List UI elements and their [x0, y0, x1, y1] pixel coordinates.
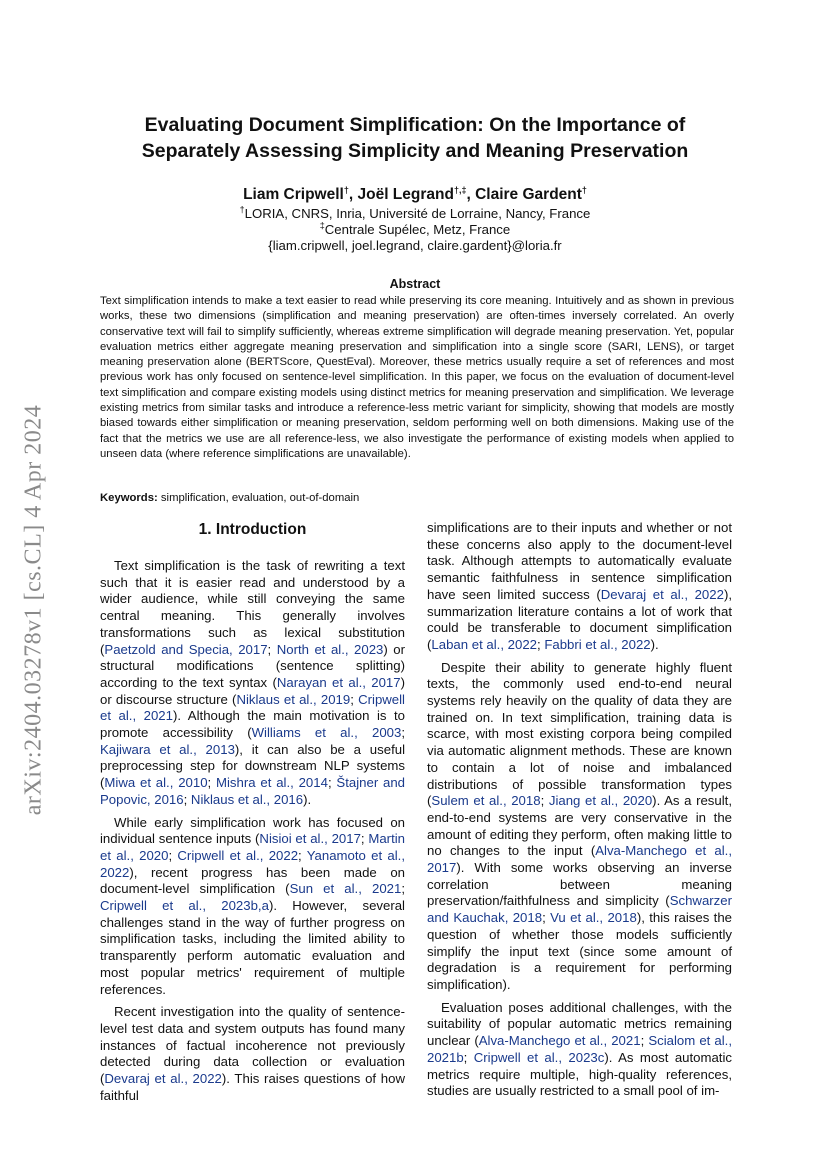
citation-link[interactable]: Schwarzer and Kauchak, 2018 — [427, 893, 732, 926]
citation-link[interactable]: Cripwell et al., 2023b,a — [100, 898, 269, 914]
citation-link[interactable]: Nisioi et al., 2017 — [259, 831, 361, 847]
body-paragraph: simplifications are to their inputs and whether or not these concerns also apply to the document-level task. Although attempts to automatically evaluate semantic faithfulness in sentence simplification have seen limited success (Devaraj et al., 2022), summarization literature contains a lot of work that could be transferable to document simplification (Laban et al., 2022; Fabbri et al., 2022). — [427, 520, 732, 652]
author-emails: {liam.cripwell, joel.legrand, claire.gardent}@loria.fr — [268, 238, 562, 253]
author-name: Liam Cripwell — [243, 186, 344, 203]
citation-link[interactable]: Cripwell et al., 2023c — [473, 1049, 605, 1065]
citation-link[interactable]: Alva-Manchego et al., 2021 — [478, 1033, 641, 1049]
author-name: Claire Gardent — [475, 186, 582, 203]
citation-link[interactable]: Miwa et al., 2010 — [104, 775, 208, 791]
body-paragraph: Despite their ability to generate highly fluent texts, the commonly used end-to-end neural systems rely heavily on the quality of data they are trained on. In text simplification, training data is scarce, with most existing corpora being compiled via automatic alignment methods. These are known to contain a lot of noise and imbalanced distributions of possible transformation types (Sulem et al., 2018; Jiang et al., 2020). As a result, end-to-end systems are very conservative in the amount of editing they perform, often making little to no changes to the input (Alva-Manchego et al., 2017). With some works observing an inverse correlation between meaning preservation/faithfulness and simplicity (Schwarzer and Kauchak, 2018; Vu et al., 2018), this raises the question of whether those models sufficiently simplify the input text (since some amount of degradation is a requirement for performing simplification). — [427, 659, 733, 992]
citation-link[interactable]: Scialom et al., 2021b — [427, 1033, 732, 1065]
citation-link[interactable]: Yanamoto et al., 2022 — [100, 847, 405, 880]
citation-link[interactable]: Sulem et al., 2018 — [431, 793, 541, 809]
abstract-heading: Abstract — [389, 277, 441, 291]
body-paragraph: Text simplification is the task of rewriting a text such that it is easier read and understood by a wider audience, while still conveying the same central meaning. This generally involves transformations such as lexical substitution (Paetzold and Specia, 2017; North et al., 2023) or structural modifications (sentence splitting) according to the text syntax (Narayan et al., 2017) or discourse structure (Niklaus et al., 2019; Cripwell et al., 2021). Although the main motivation is to promote accessibility (Williams et al., 2003; Kajiwara et al., 2013), it can also be a useful preprocessing step for downstream NLP systems (Miwa et al., 2010; Mishra et al., 2014; Štajner and Popovic, 2016; Niklaus et al., 2016). — [100, 558, 406, 807]
citation-link[interactable]: Vu et al., 2018 — [550, 910, 637, 926]
citation-link[interactable]: Devaraj et al., 2022 — [104, 1071, 222, 1087]
citation-link[interactable]: Williams et al., 2003 — [251, 725, 402, 741]
affiliation-mark: ‡ — [319, 220, 325, 231]
arxiv-identifier: arXiv:2404.03278v1 [cs.CL] 4 Apr 2024 — [20, 404, 47, 816]
citation-link[interactable]: Narayan et al., 2017 — [276, 674, 401, 690]
affiliation-1 — [100, 206, 730, 222]
body-paragraph: While early simplification work has focused on individual sentence inputs (Nisioi et al., 2017; Martin et al., 2020; Cripwell et al., 2022; Yanamoto et al., 2022), recent progress has been made on document-level simplification (Sun et al., 2021; Cripwell et al., 2023b,a). However, several challenges stand in the way of further progress on simplification tasks, including the limited ability to transparently perform automatic evaluation and most popular metrics' requirement of multiple references. — [100, 814, 405, 997]
keywords-text: simplification, evaluation, out-of-domain — [157, 492, 360, 504]
column-left — [100, 520, 405, 1111]
citation-link[interactable]: Martin et al., 2020 — [100, 831, 405, 863]
citation-link[interactable]: North et al., 2023 — [276, 641, 384, 657]
author-mark: † — [343, 184, 349, 195]
author-list — [100, 186, 730, 204]
citation-link[interactable]: Kajiwara et al., 2013 — [100, 741, 235, 757]
affiliation-text: LORIA, CNRS, Inria, Université de Lorraine, Nancy, France — [244, 206, 591, 221]
author-mark: † — [581, 184, 587, 195]
citation-link[interactable]: Jiang et al., 2020 — [548, 793, 653, 809]
body-paragraph: Recent investigation into the quality of sentence-level test data and system outputs has found many instances of factual incoherence not previously detected during data collection or evaluation (Devaraj et al., 2022). This raises questions of how faithful — [100, 1004, 405, 1103]
body-paragraph: Evaluation poses additional challenges, with the suitability of popular automatic metrics remaining unclear (Alva-Manchego et al., 2021; Scialom et al., 2021b; Cripwell et al., 2023c). As most automatic metrics require multiple, high-quality references, studies are usually restricted to a small pool of im- — [427, 999, 732, 1099]
author-separator: , — [348, 186, 358, 203]
author-mark: †,‡ — [453, 184, 467, 195]
citation-link[interactable]: Štajner and Popovic, 2016 — [100, 775, 406, 807]
citation-link[interactable]: Devaraj et al., 2022 — [600, 586, 724, 602]
citation-link[interactable]: Laban et al., 2022 — [431, 636, 537, 652]
citation-link[interactable]: Cripwell et al., 2021 — [100, 691, 405, 724]
author-name: Joël Legrand — [357, 186, 454, 203]
citation-link[interactable]: Paetzold and Specia, 2017 — [104, 641, 268, 657]
citation-link[interactable]: Niklaus et al., 2019 — [236, 691, 351, 707]
author-separator: , — [466, 186, 476, 203]
citation-link[interactable]: Sun et al., 2021 — [289, 881, 402, 897]
keywords — [100, 492, 734, 504]
citation-link[interactable]: Mishra et al., 2014 — [216, 775, 328, 791]
affiliation-2 — [100, 222, 730, 238]
column-right — [427, 520, 732, 1106]
affiliation-mark: † — [239, 204, 245, 215]
paper-title — [100, 112, 730, 164]
arxiv-sidebar — [14, 370, 54, 850]
title-line-2: Separately Assessing Simplicity and Meaning Preservation — [141, 140, 689, 162]
citation-link[interactable]: Niklaus et al., 2016 — [190, 791, 304, 807]
affiliation-text: Centrale Supélec, Metz, France — [324, 222, 511, 237]
affiliations — [100, 206, 730, 254]
citation-link[interactable]: Alva-Manchego et al., 2017 — [427, 843, 732, 876]
keywords-label: Keywords: — [100, 492, 158, 504]
section-heading: 1. Introduction — [198, 521, 307, 538]
title-line-1: Evaluating Document Simplification: On the Importance of — [144, 114, 686, 136]
citation-link[interactable]: Cripwell et al., 2022 — [177, 847, 299, 863]
citation-link[interactable]: Fabbri et al., 2022 — [544, 636, 651, 652]
abstract-text: Text simplification intends to make a text easier to read while preserving its core meaning. Intuitively and as shown in previous works, these two dimensions (simplification and meaning preservation) are often-times inversely correlated. An overly conservative text will fail to simplify sufficiently, whereas extreme simplification will degrade meaning preservation. Yet, popular evaluation metrics either aggregate meaning preservation and simplification into a single score (SARI, LENS), or target meaning preservation alone (BERTScore, QuestEval). Moreover, these metrics usually require a set of references and most previous work has only focused on sentence-level simplification. In this paper, we focus on the evaluation of document-level text simplification and compare existing models using distinct metrics for meaning preservation and simplification. We leverage existing metrics from similar tasks and introduce a reference-less metric variant for simplicity, showing that models are mostly biased towards either simplification or meaning preservation, seldom performing well on both dimensions. Making use of the fact that the metrics we use are all reference-less, we also investigate the performance of existing models when applied to unseen data (where reference simplifications are unavailable). — [100, 295, 734, 460]
